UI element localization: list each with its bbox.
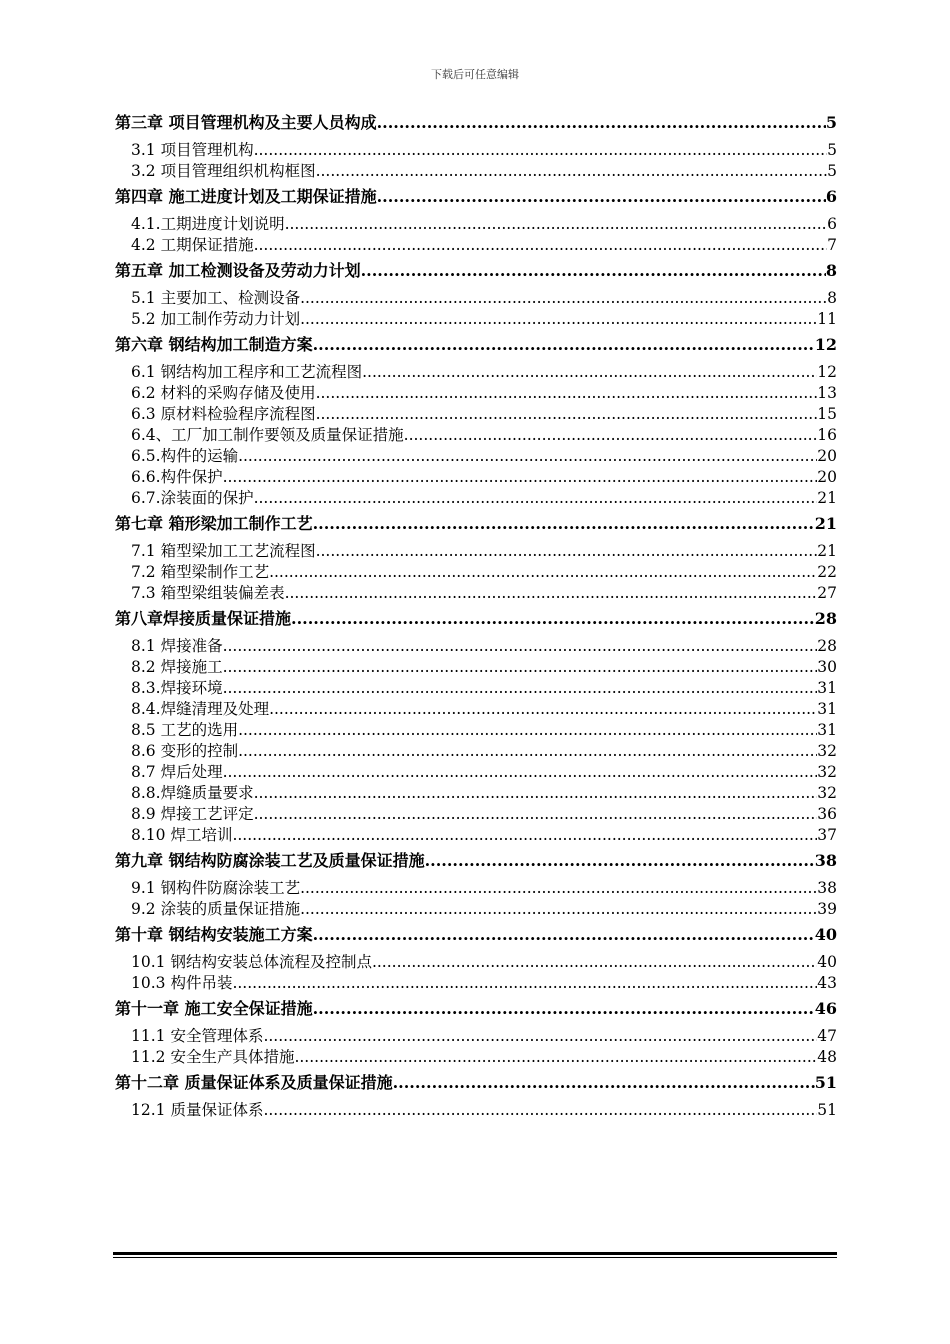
toc-chapter-title: 第六章 钢结构加工制造方案 <box>115 335 313 354</box>
toc-section-entry[interactable] <box>115 699 837 720</box>
toc-chapter-entry[interactable] <box>115 334 837 356</box>
toc-dot-leader <box>313 513 815 535</box>
toc-section-title: 8.3.焊接环境 <box>131 679 223 697</box>
page-header: 下载后可任意编辑 <box>431 68 519 81</box>
toc-dot-leader <box>361 260 826 282</box>
toc-section-title: 7.1 箱型梁加工工艺流程图 <box>131 542 316 560</box>
toc-page-number: 30 <box>817 658 837 676</box>
toc-page-number: 31 <box>817 679 837 697</box>
toc-section-entry[interactable] <box>115 140 837 161</box>
toc-dot-leader <box>232 973 817 994</box>
toc-section-entry[interactable] <box>115 973 837 994</box>
toc-chapter-title: 第十一章 施工安全保证措施 <box>115 999 313 1018</box>
toc-dot-leader <box>254 804 818 825</box>
toc-section-entry[interactable] <box>115 720 837 741</box>
toc-section-title: 4.2 工期保证措施 <box>131 236 254 254</box>
toc-page-number: 40 <box>814 925 837 944</box>
toc-section-title: 6.3 原材料检验程序流程图 <box>131 405 316 423</box>
toc-dot-leader <box>313 924 815 946</box>
toc-chapter-entry[interactable] <box>115 608 837 630</box>
toc-dot-leader <box>316 383 818 404</box>
toc-dot-leader <box>238 720 817 741</box>
toc-section-entry[interactable] <box>115 235 837 256</box>
toc-dot-leader <box>404 425 818 446</box>
toc-page-number: 8 <box>827 289 837 307</box>
toc-chapter-title: 第八章焊接质量保证措施 <box>115 609 292 628</box>
toc-section-entry[interactable] <box>115 825 837 846</box>
toc-page-number: 48 <box>817 1048 837 1066</box>
toc-page-number: 32 <box>817 742 837 760</box>
toc-section-entry[interactable] <box>115 425 837 446</box>
toc-chapter-title: 第四章 施工进度计划及工期保证措施 <box>115 187 377 206</box>
toc-section-title: 9.1 钢构件防腐涂装工艺 <box>131 879 301 897</box>
toc-dot-leader <box>291 608 815 630</box>
toc-section-entry[interactable] <box>115 161 837 182</box>
toc-dot-leader <box>223 762 818 783</box>
toc-page-number: 16 <box>817 426 837 444</box>
toc-section-title: 5.2 加工制作劳动力计划 <box>131 310 301 328</box>
toc-chapter-entry[interactable] <box>115 513 837 535</box>
toc-section-title: 8.10 焊工培训 <box>131 826 233 844</box>
toc-page-number: 5 <box>827 141 837 159</box>
toc-section-title: 10.1 钢结构安装总体流程及控制点 <box>131 953 372 971</box>
toc-page-number: 37 <box>817 826 837 844</box>
toc-dot-leader <box>313 334 815 356</box>
toc-section-entry[interactable] <box>115 762 837 783</box>
toc-section-title: 3.1 项目管理机构 <box>131 141 254 159</box>
toc-section-title: 6.2 材料的采购存储及使用 <box>131 384 316 402</box>
toc-section-title: 8.4.焊缝清理及处理 <box>131 700 270 718</box>
toc-chapter-title: 第十二章 质量保证体系及质量保证措施 <box>115 1073 393 1092</box>
toc-chapter-title: 第五章 加工检测设备及劳动力计划 <box>115 261 361 280</box>
toc-dot-leader <box>223 636 818 657</box>
toc-page-number: 47 <box>817 1027 837 1045</box>
toc-section-title: 5.1 主要加工、检测设备 <box>131 289 301 307</box>
toc-dot-leader <box>232 825 817 846</box>
toc-section-entry[interactable] <box>115 583 837 604</box>
toc-page-number: 21 <box>817 542 837 560</box>
toc-page-number: 43 <box>817 974 837 992</box>
toc-dot-leader <box>285 214 828 235</box>
toc-page-number: 39 <box>817 900 837 918</box>
toc-section-title: 3.2 项目管理组织机构框图 <box>131 162 316 180</box>
toc-dot-leader <box>254 488 818 509</box>
toc-page-number: 32 <box>817 763 837 781</box>
toc-page-number: 40 <box>817 953 837 971</box>
toc-section-entry[interactable] <box>115 878 837 899</box>
toc-dot-leader <box>254 235 828 256</box>
toc-chapter-entry[interactable] <box>115 112 837 134</box>
toc-page-number: 32 <box>817 784 837 802</box>
toc-dot-leader <box>269 562 817 583</box>
toc-section-title: 10.3 构件吊装 <box>131 974 233 992</box>
toc-dot-leader <box>377 186 826 208</box>
toc-page-number: 20 <box>817 468 837 486</box>
toc-page-number: 12 <box>817 363 837 381</box>
toc-dot-leader <box>316 541 818 562</box>
toc-section-entry[interactable] <box>115 1100 837 1121</box>
toc-page-number: 51 <box>817 1101 837 1119</box>
toc-section-title: 7.2 箱型梁制作工艺 <box>131 563 270 581</box>
toc-chapter-entry[interactable] <box>115 260 837 282</box>
toc-dot-leader <box>313 998 815 1020</box>
toc-chapter-entry[interactable] <box>115 924 837 946</box>
toc-section-title: 8.7 焊后处理 <box>131 763 223 781</box>
toc-section-title: 6.4、工厂加工制作要领及质量保证措施 <box>131 426 404 444</box>
toc-dot-leader <box>372 952 817 973</box>
footer-rule-thick <box>113 1252 837 1255</box>
toc-dot-leader <box>285 583 818 604</box>
toc-section-entry[interactable] <box>115 741 837 762</box>
toc-dot-leader <box>300 309 817 330</box>
toc-page-number: 22 <box>817 563 837 581</box>
toc-section-title: 8.9 焊接工艺评定 <box>131 805 254 823</box>
toc-dot-leader <box>425 850 815 872</box>
toc-chapter-title: 第九章 钢结构防腐涂装工艺及质量保证措施 <box>115 851 425 870</box>
toc-section-entry[interactable] <box>115 952 837 973</box>
toc-page-number: 5 <box>827 162 837 180</box>
toc-section-title: 9.2 涂装的质量保证措施 <box>131 900 301 918</box>
toc-page-number: 28 <box>817 637 837 655</box>
toc-section-title: 6.1 钢结构加工程序和工艺流程图 <box>131 363 363 381</box>
footer-rule-thin <box>113 1257 837 1258</box>
toc-dot-leader <box>254 783 818 804</box>
toc-dot-leader <box>223 657 818 678</box>
table-of-contents <box>115 112 837 1121</box>
toc-section-title: 4.1.工期进度计划说明 <box>131 215 285 233</box>
toc-dot-leader <box>393 1072 815 1094</box>
toc-section-title: 6.6.构件保护 <box>131 468 223 486</box>
toc-section-title: 8.8.焊缝质量要求 <box>131 784 254 802</box>
toc-section-entry[interactable] <box>115 1047 837 1068</box>
toc-dot-leader <box>300 878 817 899</box>
toc-dot-leader <box>263 1100 817 1121</box>
toc-chapter-title: 第三章 项目管理机构及主要人员构成 <box>115 113 377 132</box>
toc-page-number: 20 <box>817 447 837 465</box>
toc-page-number: 27 <box>817 584 837 602</box>
toc-page-number: 46 <box>814 999 837 1018</box>
toc-dot-leader <box>377 112 826 134</box>
toc-dot-leader <box>316 161 828 182</box>
toc-page-number: 6 <box>827 215 837 233</box>
toc-section-entry[interactable] <box>115 1026 837 1047</box>
toc-section-entry[interactable] <box>115 899 837 920</box>
toc-page-number: 7 <box>827 236 837 254</box>
toc-section-entry[interactable] <box>115 636 837 657</box>
toc-page-number: 15 <box>817 405 837 423</box>
toc-section-title: 12.1 质量保证体系 <box>131 1101 264 1119</box>
toc-page-number: 13 <box>817 384 837 402</box>
toc-section-title: 6.5.构件的运输 <box>131 447 239 465</box>
toc-dot-leader <box>294 1047 817 1068</box>
toc-chapter-entry[interactable] <box>115 998 837 1020</box>
toc-page-number: 31 <box>817 700 837 718</box>
toc-section-entry[interactable] <box>115 383 837 404</box>
toc-section-entry[interactable] <box>115 467 837 488</box>
toc-page-number: 8 <box>825 261 837 280</box>
toc-section-title: 8.2 焊接施工 <box>131 658 223 676</box>
toc-chapter-entry[interactable] <box>115 1072 837 1094</box>
toc-section-title: 7.3 箱型梁组装偏差表 <box>131 584 285 602</box>
toc-section-title: 8.6 变形的控制 <box>131 742 239 760</box>
toc-section-entry[interactable] <box>115 783 837 804</box>
toc-dot-leader <box>238 741 817 762</box>
toc-dot-leader <box>254 140 828 161</box>
toc-dot-leader <box>300 288 827 309</box>
toc-page-number: 51 <box>814 1073 837 1092</box>
toc-chapter-title: 第七章 箱形梁加工制作工艺 <box>115 514 313 533</box>
toc-page-number: 21 <box>814 514 837 533</box>
toc-chapter-entry[interactable] <box>115 186 837 208</box>
toc-dot-leader <box>263 1026 817 1047</box>
toc-dot-leader <box>316 404 818 425</box>
toc-section-entry[interactable] <box>115 657 837 678</box>
toc-page-number: 11 <box>817 310 837 328</box>
toc-dot-leader <box>223 467 818 488</box>
toc-section-entry[interactable] <box>115 541 837 562</box>
toc-section-entry[interactable] <box>115 309 837 330</box>
toc-section-entry[interactable] <box>115 488 837 509</box>
toc-dot-leader <box>223 678 818 699</box>
toc-dot-leader <box>238 446 817 467</box>
toc-section-entry[interactable] <box>115 804 837 825</box>
toc-page-number: 28 <box>814 609 837 628</box>
toc-dot-leader <box>269 699 817 720</box>
toc-section-title: 8.1 焊接准备 <box>131 637 223 655</box>
toc-page-number: 21 <box>817 489 837 507</box>
toc-section-entry[interactable] <box>115 678 837 699</box>
toc-page-number: 38 <box>817 879 837 897</box>
toc-page-number: 12 <box>814 335 837 354</box>
toc-section-entry[interactable] <box>115 288 837 309</box>
toc-section-title: 8.5 工艺的选用 <box>131 721 239 739</box>
toc-page-number: 36 <box>817 805 837 823</box>
toc-page-number: 6 <box>825 187 837 206</box>
toc-section-entry[interactable] <box>115 562 837 583</box>
toc-section-entry[interactable] <box>115 404 837 425</box>
toc-section-entry[interactable] <box>115 446 837 467</box>
toc-section-title: 11.1 安全管理体系 <box>131 1027 264 1045</box>
toc-page-number: 5 <box>825 113 837 132</box>
toc-page-number: 38 <box>814 851 837 870</box>
toc-chapter-entry[interactable] <box>115 850 837 872</box>
toc-chapter-title: 第十章 钢结构安装施工方案 <box>115 925 313 944</box>
toc-dot-leader <box>362 362 817 383</box>
toc-section-title: 11.2 安全生产具体措施 <box>131 1048 295 1066</box>
toc-dot-leader <box>300 899 817 920</box>
toc-section-entry[interactable] <box>115 362 837 383</box>
toc-section-entry[interactable] <box>115 214 837 235</box>
toc-section-title: 6.7.涂装面的保护 <box>131 489 254 507</box>
toc-page-number: 31 <box>817 721 837 739</box>
